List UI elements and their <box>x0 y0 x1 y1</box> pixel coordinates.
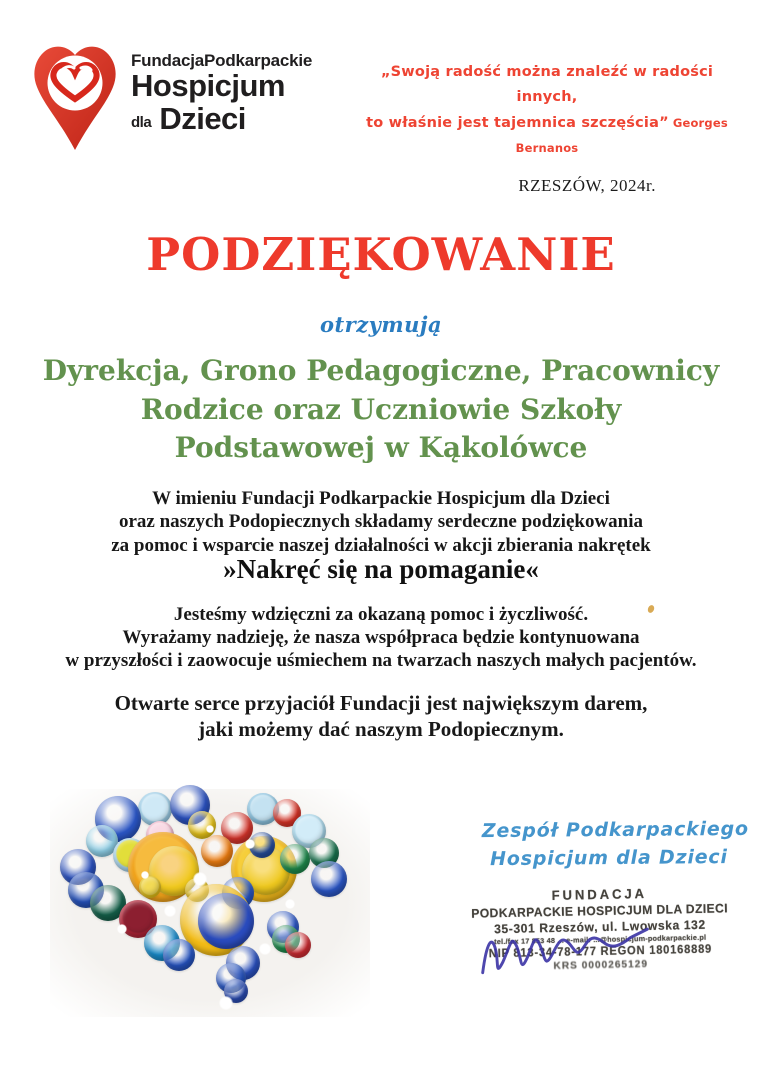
sparkle-highlight <box>259 943 271 955</box>
subtitle-otrzymuja: otrzymują <box>319 312 443 337</box>
stamp-line-1: FUNDACJA <box>551 886 648 904</box>
stamp-line-4: tel./fax 17 853 48 ... e-mail: ...@hospicjum-podkarpackie.pl <box>494 932 707 947</box>
sparkle-highlight <box>141 871 149 879</box>
gratitude-line-2: Wyrażamy nadzieję, że nasza współpraca będzie kontynuowana <box>122 627 640 649</box>
logo-text <box>131 52 312 135</box>
heart-pin-logo-icon <box>25 42 125 154</box>
stamp-line-5: NIP 813-34-78-177 REGON 180168889 <box>488 943 713 960</box>
foundation-stamp <box>456 884 745 975</box>
logo-line-2: Hospicjum <box>131 68 285 104</box>
quote-line-1: „Swoją radość można znaleźć w radości innych, <box>380 64 714 106</box>
quote-line-2-text: to właśnie jest tajemnica szczęścia” <box>366 114 669 131</box>
thanks-line-1: W imieniu Fundacji Podkarpackie Hospicjum dla Dzieci <box>152 488 610 509</box>
team-signature-text <box>482 816 749 873</box>
bottle-cap <box>201 835 233 867</box>
sparkle-highlight <box>117 924 127 934</box>
team-signature-line-1: Zespół Podkarpackiego <box>481 817 749 843</box>
sparkle-highlight <box>219 996 233 1010</box>
logo-brand-name: Podkarpackie <box>204 51 313 70</box>
foundation-logo <box>25 42 312 162</box>
sparkle-highlight <box>164 905 176 917</box>
gratitude-paragraph <box>0 603 762 673</box>
sparkle-highlight <box>285 899 295 909</box>
bottle-cap <box>139 876 161 898</box>
logo-line-1 <box>131 52 312 69</box>
quote-author: Georges Bernanos <box>515 115 728 156</box>
recipients-line-2: Rodzice oraz Uczniowie Szkoły <box>140 392 622 426</box>
campaign-slogan: »Nakręć się na pomaganie« <box>223 554 539 584</box>
header <box>25 42 732 162</box>
thanks-line-3: za pomoc i wsparcie naszej działalności w akcji zbierania nakrętek <box>111 534 651 556</box>
logo-dla: dla <box>131 113 152 131</box>
closing-paragraph <box>0 690 762 743</box>
bottle-cap <box>198 893 254 949</box>
thanks-paragraph <box>0 487 762 557</box>
logo-brand-prefix: Fundacja <box>131 51 205 70</box>
quote-line-2 <box>362 111 732 162</box>
sparkle-highlight <box>206 825 214 833</box>
gratitude-line-3: w przyszłości i zaowocuje uśmiechem na twarzach naszych małych pacjentów. <box>65 650 697 672</box>
recipients-line-3: Podstawowej w Kąkolówce <box>174 431 588 465</box>
stamp-line-3: 35-301 Rzeszów, ul. Lwowska 132 <box>493 917 706 936</box>
bottle-cap <box>311 861 347 897</box>
stamp-line-2: PODKARPACKIE HOSPICJUM DLA DZIECI <box>471 901 729 921</box>
place-date-line: RZESZÓW, 2024r. <box>518 176 656 195</box>
recipients-block <box>0 352 762 468</box>
logo-dzieci: Dzieci <box>159 100 246 136</box>
logo-line-3 <box>131 100 312 136</box>
team-signature-line-2: Hospicjum dla Dzieci <box>490 845 728 870</box>
document-title: PODZIĘKOWANIE <box>146 228 616 281</box>
closing-line-1: Otwarte serce przyjaciół Fundacji jest największym darem, <box>114 691 648 715</box>
bottle-cap <box>285 932 311 958</box>
bottle-cap <box>280 844 310 874</box>
recipients-line-1: Dyrekcja, Grono Pedagogiczne, Pracownicy <box>42 354 720 387</box>
sparkle-highlight <box>193 872 207 886</box>
gratitude-line-1: Jesteśmy wdzięczni za okazaną pomoc i życzliwość. <box>173 604 589 625</box>
thanks-line-2: oraz naszych Podopiecznych składamy serdeczne podziękowania <box>118 511 644 533</box>
motto-quote <box>362 60 732 162</box>
caps-heart-photo <box>50 789 370 1017</box>
footer <box>0 775 762 1075</box>
bottle-cap <box>163 939 195 971</box>
closing-line-2: jaki możemy dać naszym Podopiecznym. <box>198 717 564 742</box>
sparkle-highlight <box>245 839 255 849</box>
stamp-line-6: KRS 0000265129 <box>553 957 649 972</box>
